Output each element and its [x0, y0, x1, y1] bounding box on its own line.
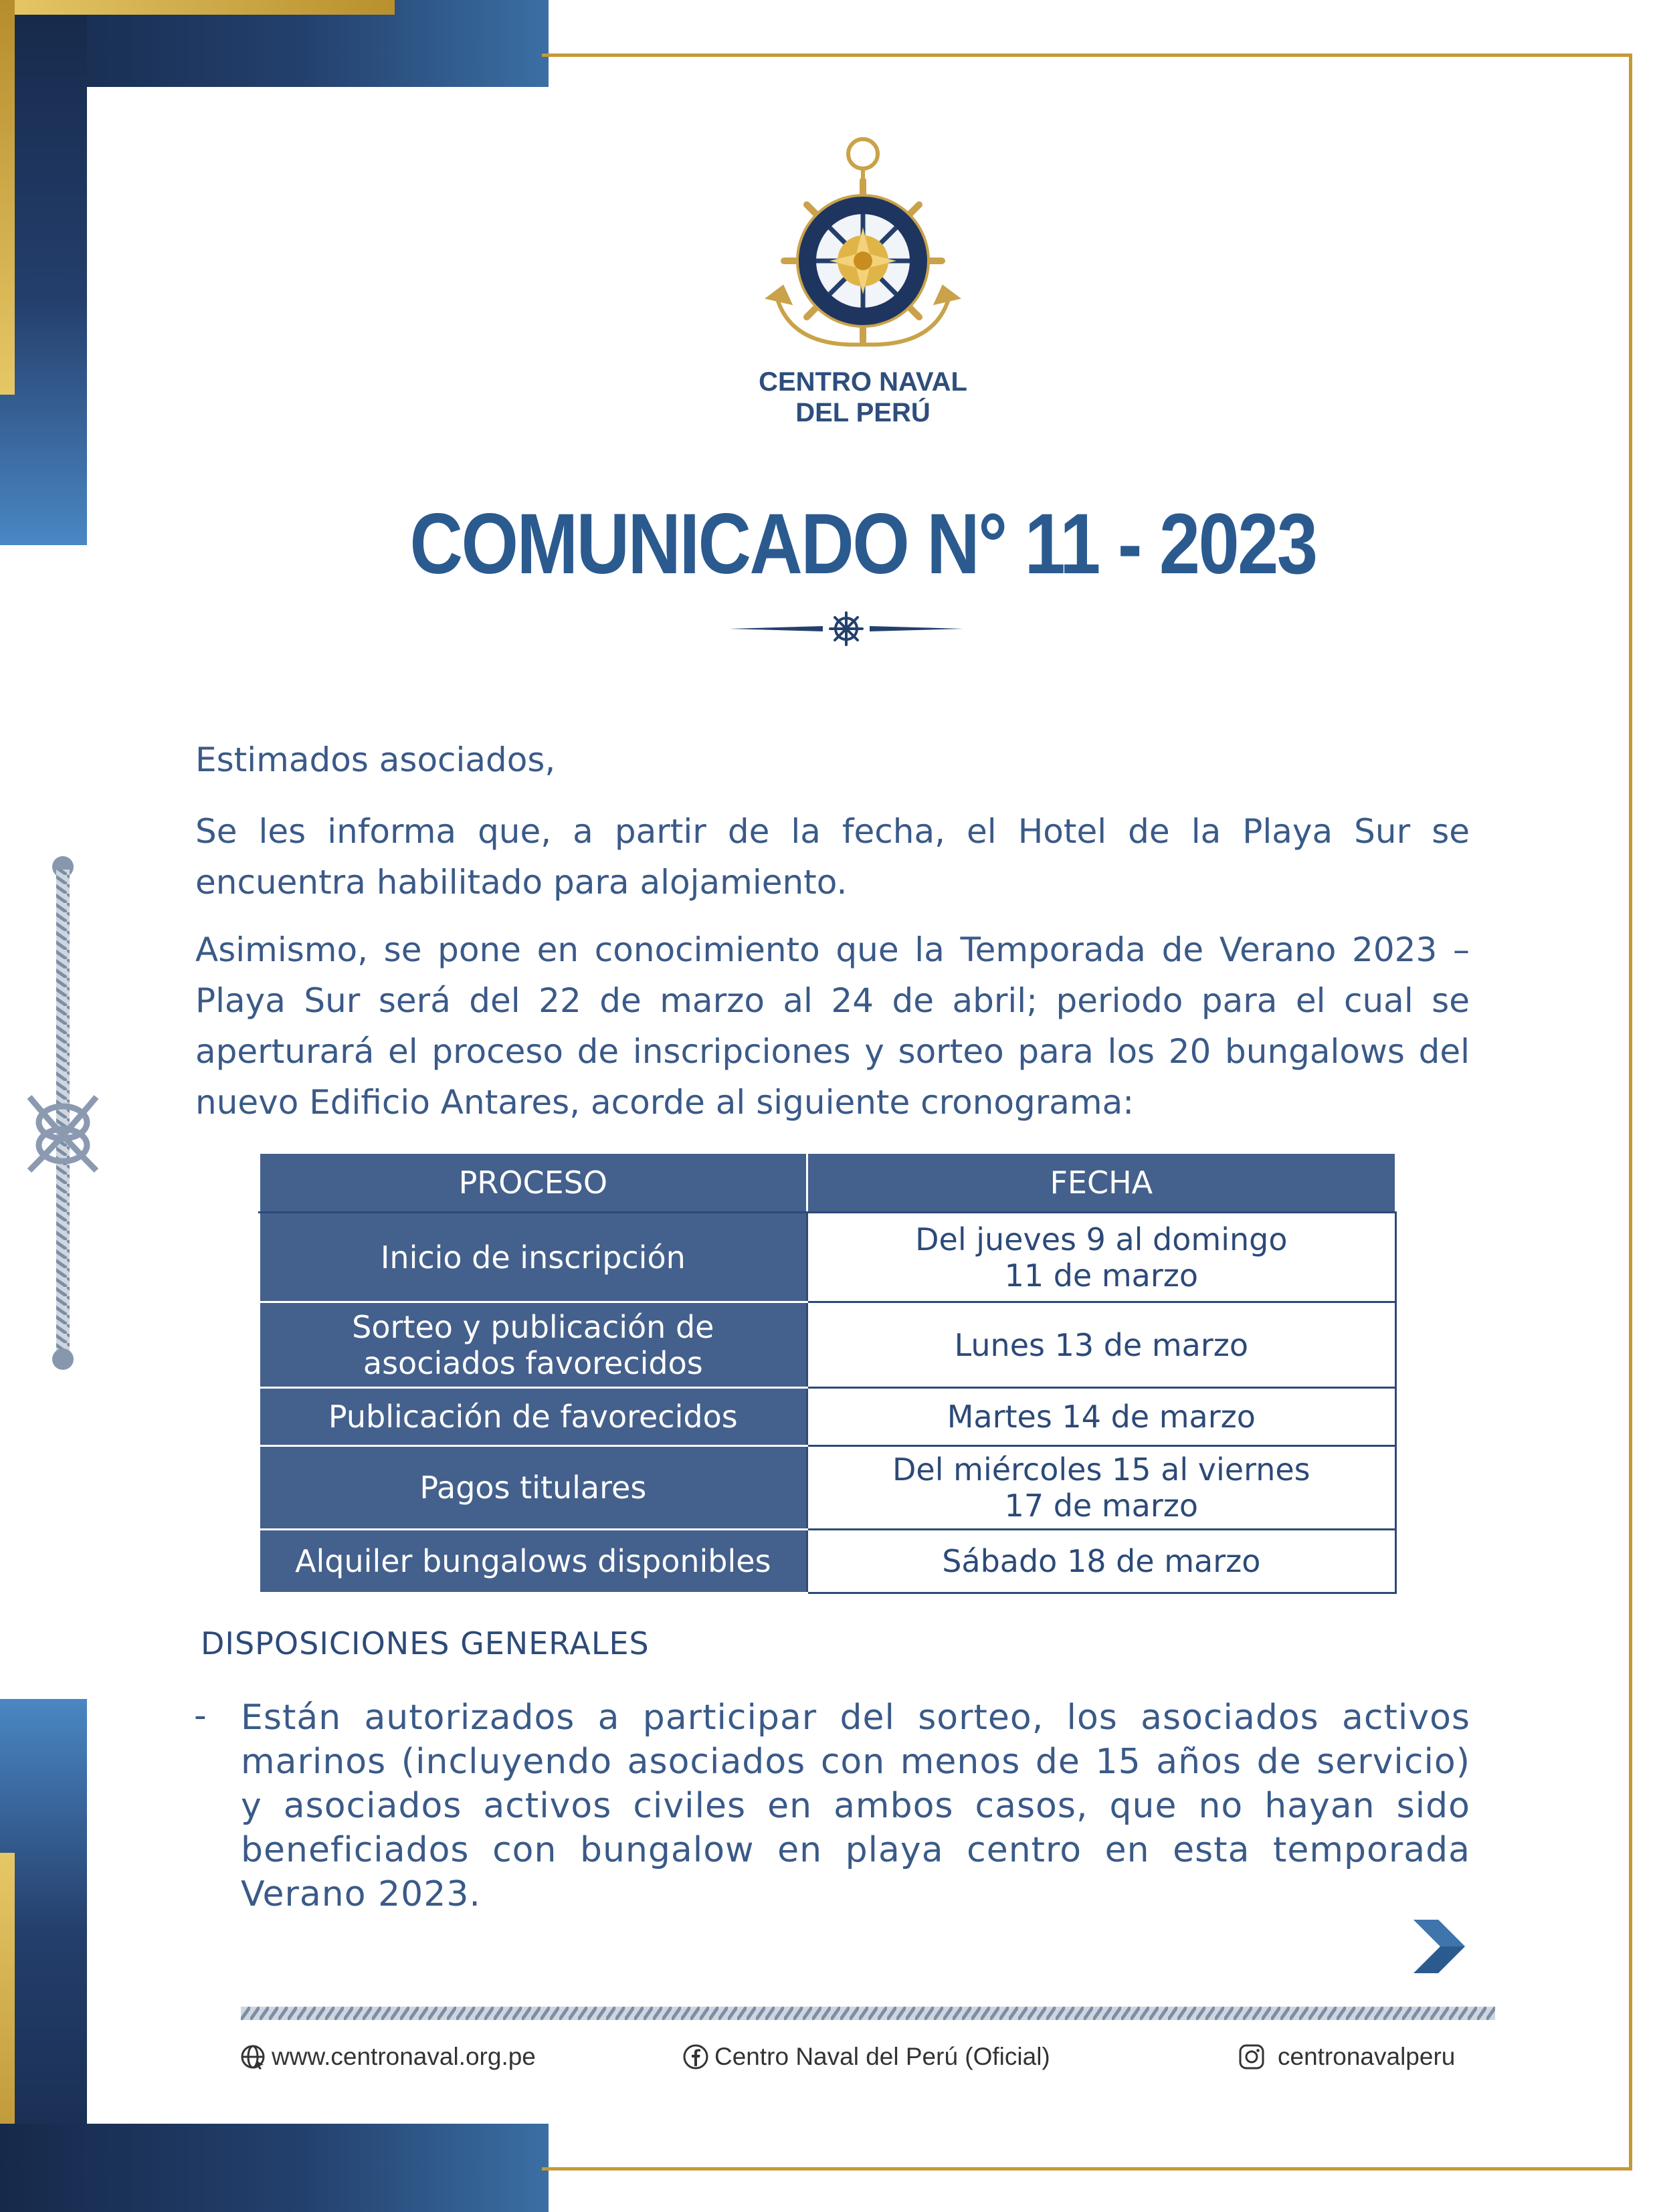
website-link[interactable]: www.centronaval.org.pe [272, 2043, 536, 2070]
org-name [696, 367, 1030, 428]
disposicion-item: Están autorizados a participar del sorteo, los asociados activos marinos (incluyendo asociados con menos de 15 años de servicio) y asociados activos civiles en ambos casos, que no hayan sido beneficiados con bungalow en playa centro en esta temporada Verano 2023. [241, 1698, 1470, 1914]
gold-frame-bottom [542, 2167, 1632, 2171]
corner-decoration-bottom [0, 2124, 549, 2212]
proceso-cell: Pagos titulares [260, 1446, 807, 1530]
gold-accent-left [0, 0, 15, 395]
ship-wheel-divider-icon [729, 609, 963, 649]
fecha-line: Del jueves 9 al domingo [915, 1221, 1288, 1258]
page-title: COMUNICADO N° 11 - 2023 [409, 496, 1316, 592]
fecha-cell: Martes 14 de marzo [807, 1388, 1395, 1446]
greeting: Estimados asociados, [195, 740, 556, 779]
chevron-right-icon[interactable] [1408, 1920, 1468, 1973]
column-header-fecha: FECHA [807, 1153, 1395, 1213]
table-row [260, 1302, 1396, 1388]
footer-website[interactable] [239, 2040, 536, 2074]
rope-divider [241, 2007, 1495, 2020]
globe-icon [239, 2043, 266, 2070]
org-name-line1: CENTRO NAVAL [759, 367, 967, 397]
gold-accent-top [0, 0, 395, 15]
section-title-disposiciones: DISPOSICIONES GENERALES [201, 1625, 650, 1662]
fecha-line: 17 de marzo [1004, 1488, 1199, 1524]
table-row [260, 1388, 1396, 1446]
proceso-cell [260, 1302, 807, 1388]
instagram-icon [1238, 2043, 1266, 2071]
paragraph-season: Asimismo, se pone en conocimiento que la Temporada de Verano 2023 – Playa Sur será del 22 de marzo al 24 de abril; periodo para el cual se aperturará el proceso de inscripciones y sorteo para los 20 bungalows del nuevo Edificio Antares, acorde al siguiente cronograma: [195, 930, 1470, 1122]
schedule-table [258, 1152, 1397, 1594]
fecha-line: 11 de marzo [1004, 1257, 1199, 1294]
proceso-cell: Publicación de favorecidos [260, 1388, 807, 1446]
fecha-line: Del miércoles 15 al viernes [892, 1451, 1310, 1488]
proceso-cell: Inicio de inscripción [260, 1213, 807, 1302]
bullet-marker: - [194, 1696, 207, 1736]
facebook-link[interactable]: Centro Naval del Perú (Oficial) [714, 2043, 1050, 2070]
fecha-cell: Sábado 18 de marzo [807, 1530, 1395, 1593]
org-name-line2: DEL PERÚ [795, 398, 931, 427]
corner-inner-fill [87, 87, 549, 545]
footer-facebook[interactable] [682, 2040, 1050, 2074]
instagram-link[interactable]: centronavalperu [1278, 2043, 1456, 2070]
fecha-cell [807, 1446, 1395, 1530]
proceso-line: Sorteo y publicación de [352, 1308, 714, 1345]
paragraph-hotel: Se les informa que, a partir de la fecha, el Hotel de la Playa Sur se encuentra habilitado para alojamiento. [195, 812, 1470, 902]
table-row [260, 1446, 1396, 1530]
fecha-cell [807, 1213, 1395, 1302]
table-row [260, 1213, 1396, 1302]
anchor-wheel-logo [763, 127, 963, 355]
proceso-line: asociados favorecidos [363, 1344, 703, 1381]
footer-instagram[interactable] [1238, 2040, 1455, 2074]
proceso-cell: Alquiler bungalows disponibles [260, 1530, 807, 1593]
facebook-icon [682, 2043, 709, 2070]
rope-knot-icon [27, 856, 114, 1371]
table-row [260, 1530, 1396, 1593]
fecha-cell: Lunes 13 de marzo [807, 1302, 1395, 1388]
column-header-proceso: PROCESO [260, 1153, 807, 1213]
table-header-row [260, 1153, 1396, 1213]
